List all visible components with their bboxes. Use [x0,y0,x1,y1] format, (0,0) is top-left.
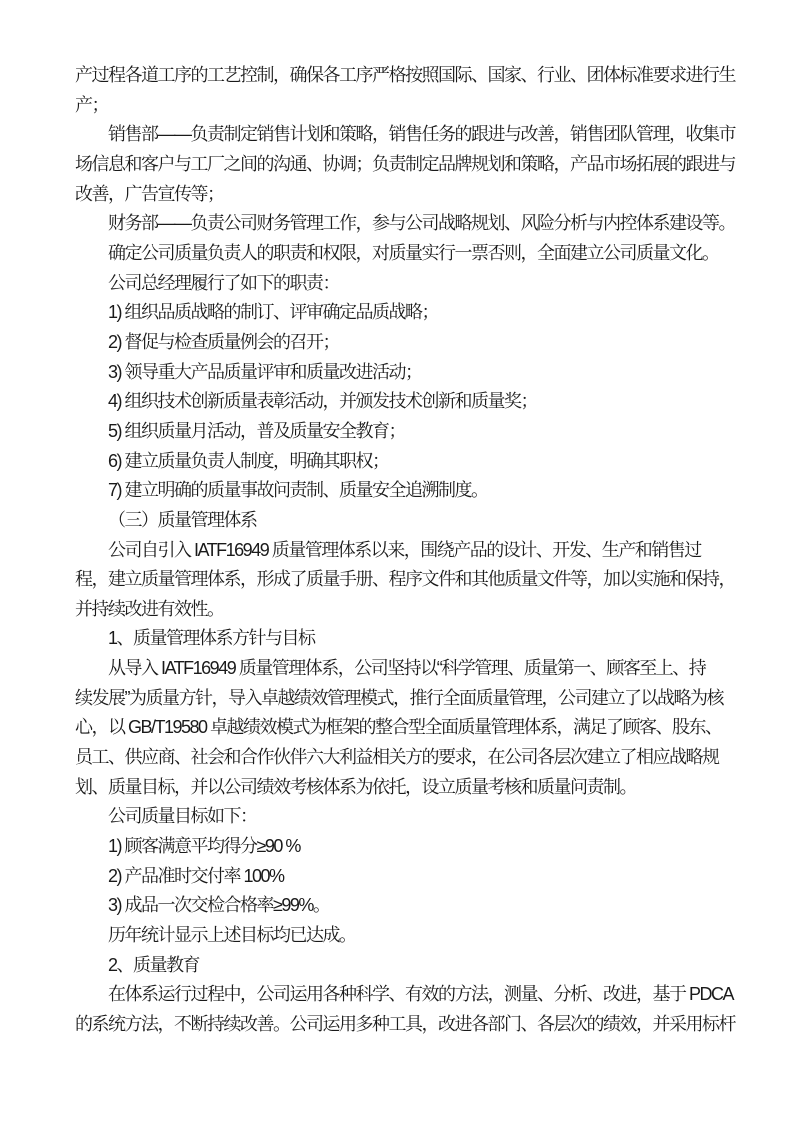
text-line: 改善，广告宣传等； [75,183,224,204]
text-line: 场信息和客户与工厂之间的沟通、协调；负责制定品牌规划和策略，产品市场拓展的跟进与 [75,153,735,174]
text-line: 在体系运行过程中，公司运用各种科学、有效的方法，测量、分析、改进，基于 PDCA [108,984,734,1005]
text-line: 员工、供应商、社会和合作伙伴六大利益相关方的要求，在公司各层次建立了相应战略规 [75,747,719,768]
text-line: 1、质量管理体系方针与目标 [108,628,315,649]
text-line: 公司总经理履行了如下的职责： [108,272,339,293]
text-line: 续发展”为质量方针，导入卓越绩效管理模式，推行全面质量管理，公司建立了以战略为核 [75,687,723,708]
text-line: 划、质量目标，并以公司绩效考核体系为依托，设立质量考核和质量问责制。 [75,776,636,797]
text-line: 7) 建立明确的质量事故问责制、质量安全追溯制度。 [108,480,488,501]
text-line: 产； [75,94,108,115]
text-line: 5) 组织质量月活动，普及质量安全教育； [108,420,406,441]
text-line: 销售部——负责制定销售计划和策略，销售任务的跟进与改善，销售团队管理，收集市 [108,124,735,145]
text-line: 1) 顾客满意平均得分≥90 % [108,836,300,857]
text-line: 的系统方法，不断持续改善。公司运用多种工具，改进各部门、各层次的绩效，并采用标杆 [75,1014,735,1034]
text-line: 2) 督促与检查质量例会的召开； [108,331,340,352]
text-line: 1) 组织品质战略的制订、评审确定品质战略； [108,302,439,323]
text-line: 公司自引入 IATF16949 质量管理体系以来，围绕产品的设计、开发、生产和销售过 [108,539,701,560]
text-line: 并持续改进有效性。 [75,598,224,619]
text-line: 6) 建立质量负责人制度，明确其职权； [108,450,389,471]
text-line: 公司质量目标如下： [108,806,257,827]
text-line: 从导入 IATF16949 质量管理体系，公司坚持以“科学管理、质量第一、顾客至上、持 [108,658,706,679]
text-line: 2) 产品准时交付率 100% [108,865,284,886]
text-line: （三）质量管理体系 [108,509,257,530]
document-body [75,61,755,1040]
text-line: 2、质量教育 [108,954,200,975]
text-line: 财务部——负责公司财务管理工作，参与公司战略规划、风险分析与内控体系建设等。 [108,213,735,234]
text-line: 程，建立质量管理体系，形成了质量手册、程序文件和其他质量文件等，加以实施和保持， [75,569,735,590]
text-line: 确定公司质量负责人的职责和权限，对质量实行一票否则，全面建立公司质量文化。 [108,242,719,263]
text-line: 历年统计显示上述目标均已达成。 [108,925,356,946]
text-line: 3) 领导重大产品质量评审和质量改进活动； [108,361,422,382]
text-line: 产过程各道工序的工艺控制，确保各工序严格按照国际、国家、行业、团体标准要求进行生 [75,65,735,85]
text-line: 4) 组织技术创新质量表彰活动，并颁发技术创新和质量奖； [108,391,538,412]
text-line: 心，以 GB/T19580 卓越绩效模式为框架的整合型全面质量管理体系，满足了顾客、股东、 [75,717,722,738]
text-line: 3) 成品一次交检合格率≥99%。 [108,895,330,916]
